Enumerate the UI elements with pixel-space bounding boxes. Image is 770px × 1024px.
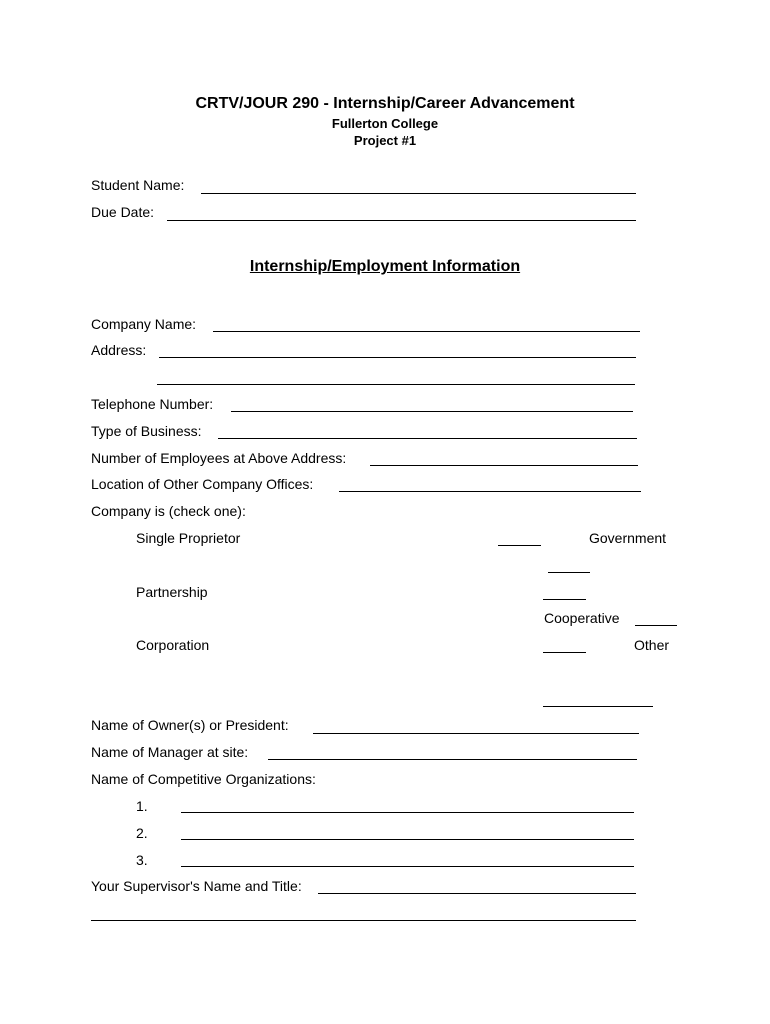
due-date-label: Due Date: — [91, 204, 155, 220]
company-name-field[interactable] — [213, 331, 640, 332]
supervisor-label: Your Supervisor's Name and Title: — [91, 878, 302, 894]
supervisor-field-line-1[interactable] — [318, 893, 636, 894]
other-offices-field[interactable] — [339, 491, 641, 492]
option-other: Other — [634, 637, 670, 653]
section-heading: Internship/Employment Information — [249, 258, 521, 275]
employees-label: Number of Employees at Above Address: — [91, 450, 347, 466]
student-name-field[interactable] — [201, 193, 636, 194]
employees-field[interactable] — [370, 465, 638, 466]
address-field-line-2[interactable] — [157, 384, 635, 385]
owner-field[interactable] — [313, 733, 639, 734]
company-type-label: Company is (check one): — [91, 503, 246, 519]
business-type-label: Type of Business: — [91, 423, 202, 439]
company-name-label: Company Name: — [91, 316, 197, 332]
address-label: Address: — [91, 342, 147, 358]
cooperative-check-blank[interactable] — [635, 625, 677, 626]
competitor-field-2[interactable] — [181, 839, 634, 840]
competitor-number-2: 2. — [136, 825, 148, 841]
due-date-field[interactable] — [167, 220, 636, 221]
college-name: Fullerton College — [331, 116, 439, 131]
single-proprietor-check-blank[interactable] — [498, 545, 541, 546]
manager-label: Name of Manager at site: — [91, 744, 249, 760]
competitor-number-3: 3. — [136, 852, 148, 868]
competitors-label: Name of Competitive Organizations: — [91, 771, 316, 787]
option-partnership: Partnership — [136, 584, 208, 600]
manager-field[interactable] — [268, 759, 637, 760]
business-type-field[interactable] — [218, 438, 637, 439]
supervisor-field-line-2[interactable] — [91, 920, 636, 921]
government-check-blank[interactable] — [548, 572, 590, 573]
telephone-label: Telephone Number: — [91, 396, 214, 412]
project-number: Project #1 — [353, 133, 417, 148]
partnership-check-blank[interactable] — [543, 599, 586, 600]
corporation-check-blank[interactable] — [543, 652, 586, 653]
option-corporation: Corporation — [136, 637, 210, 653]
other-offices-label: Location of Other Company Offices: — [91, 476, 314, 492]
other-specify-field[interactable] — [543, 706, 653, 707]
option-cooperative: Cooperative — [544, 610, 620, 626]
telephone-field[interactable] — [231, 411, 633, 412]
competitor-field-1[interactable] — [181, 812, 634, 813]
document-title: CRTV/JOUR 290 - Internship/Career Advancement — [195, 95, 575, 112]
student-name-label: Student Name: — [91, 177, 185, 193]
owner-label: Name of Owner(s) or President: — [91, 717, 289, 733]
option-government: Government — [589, 530, 667, 546]
competitor-number-1: 1. — [136, 798, 148, 814]
competitor-field-3[interactable] — [181, 866, 634, 867]
address-field-line-1[interactable] — [159, 357, 636, 358]
option-single-proprietor: Single Proprietor — [136, 530, 241, 546]
